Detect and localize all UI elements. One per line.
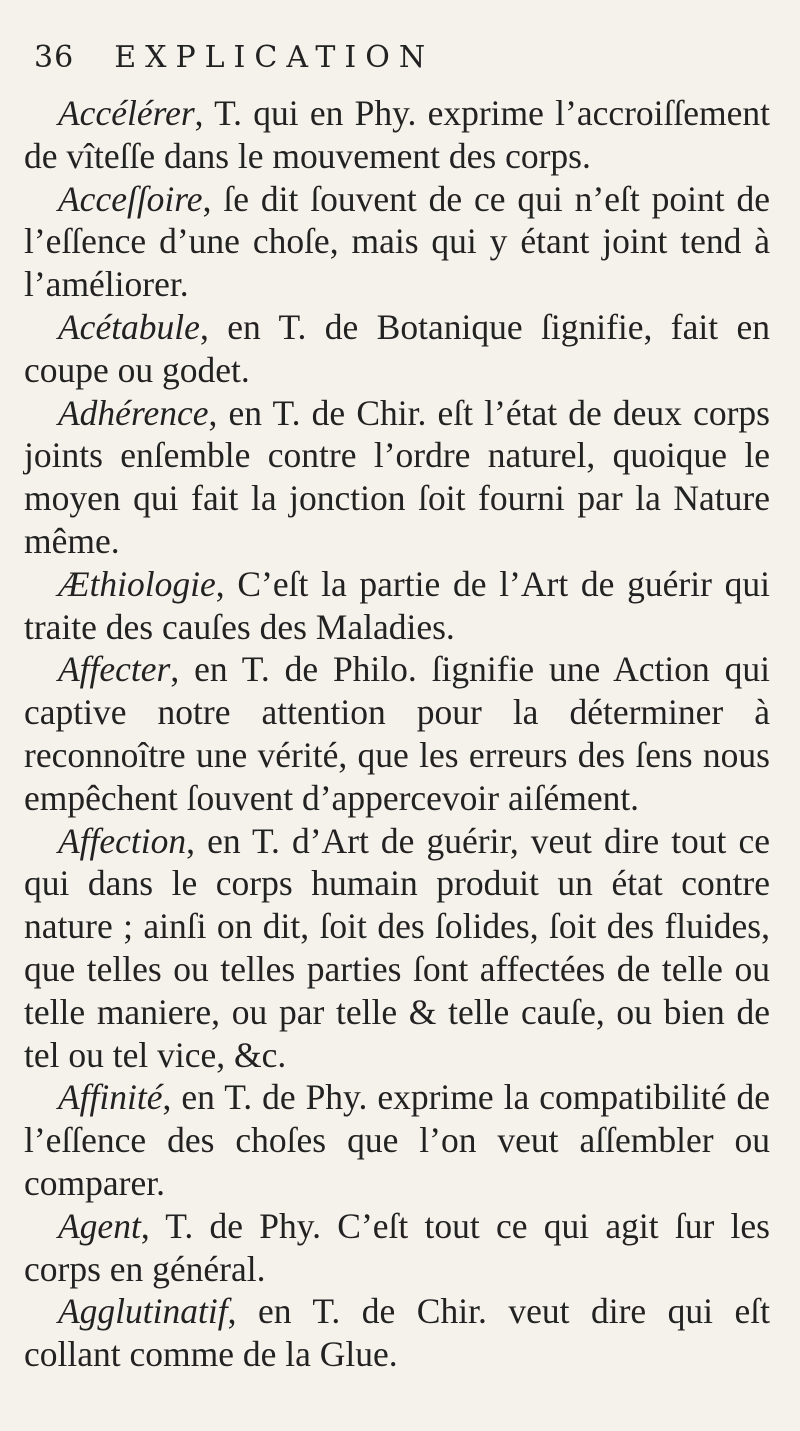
entry-definition: , en T. d’Art de guérir, veut dire tout ce qui dans le corps humain produit un état contre nature ; ainſi on dit, ſoit des ſolides, ſoit des fluides, que telles ou telles parties ſont affectées de telle ou telle maniere, ou par telle & telle cauſe, ou bien de tel ou tel vice, &c.: [24, 820, 770, 1075]
entry-term: Æthiologie: [58, 563, 216, 604]
glossary-entry: [24, 306, 770, 392]
entry-term: Affection: [58, 820, 187, 861]
glossary-entry: [24, 1290, 770, 1376]
glossary-entry: [24, 820, 770, 1077]
running-title: EXPLICATION: [114, 40, 435, 75]
entry-definition: , en T. de Phy. exprime la compatibilité de l’eſſence des choſes que l’on veut aſſembler ou comparer.: [24, 1077, 770, 1203]
entry-term: Adhérence: [58, 392, 209, 433]
entry-definition: , en T. de Chir. eſt l’état de deux corps joints enſemble contre l’ordre naturel, quoique le moyen qui fait la jonction ſoit fourni par la Nature même.: [24, 392, 770, 561]
glossary-entry: [24, 178, 770, 306]
entry-definition: , en T. de Chir. veut dire qui eſt collant comme de la Glue.: [24, 1291, 770, 1375]
entry-term: Affinité: [58, 1077, 163, 1118]
entry-term: Accélérer: [58, 93, 195, 133]
page-number: 36: [34, 40, 75, 75]
entry-definition: , T. qui en Phy. exprime l’accroiſſement de vîteſſe dans le mouvement des corps.: [24, 93, 770, 176]
page-header: [34, 40, 770, 92]
entry-definition: , en T. de Botanique ſignifie, fait en coupe ou godet.: [24, 306, 770, 390]
glossary-entry: [24, 1205, 770, 1291]
entry-definition: , en T. de Philo. ſignifie une Action qui captive notre attention pour la déterminer à reconnoître une vérité, que les erreurs des ſens nous empêchent ſouvent d’appercevoir aiſément.: [24, 649, 770, 818]
entry-definition: , ſe dit ſouvent de ce qui n’eſt point de l’eſſence d’une choſe, mais qui y étant joint tend à l’améliorer.: [24, 178, 770, 305]
entry-definition: , C’eſt la partie de l’Art de guérir qui traite des cauſes des Maladies.: [24, 563, 770, 647]
glossary-entries: [24, 92, 770, 1376]
glossary-entry: [24, 92, 770, 178]
entry-term: Agent: [58, 1205, 141, 1246]
entry-definition: , T. de Phy. C’eſt tout ce qui agit ſur les corps en général.: [24, 1205, 770, 1289]
entry-term: Acétabule: [58, 306, 200, 347]
glossary-entry: [24, 1076, 770, 1204]
glossary-entry: [24, 648, 770, 819]
entry-term: Affecter: [58, 649, 171, 690]
glossary-entry: [24, 392, 770, 563]
entry-term: Acceſſoire: [58, 178, 203, 219]
entry-term: Agglutinatif: [58, 1291, 228, 1332]
glossary-entry: [24, 563, 770, 649]
